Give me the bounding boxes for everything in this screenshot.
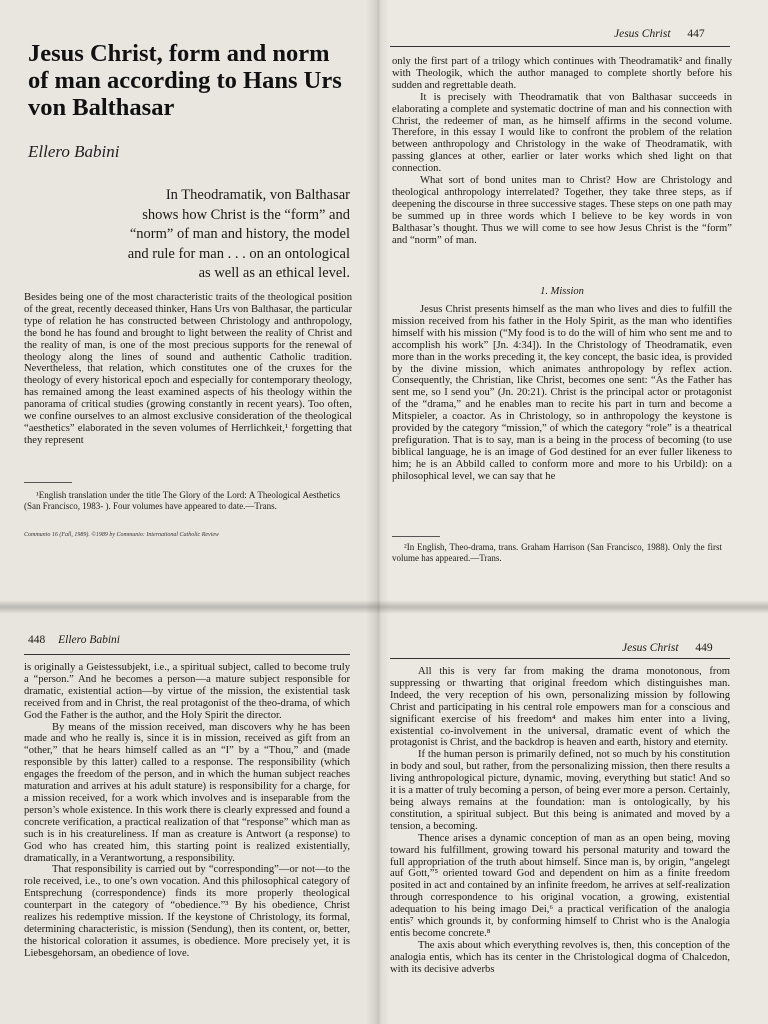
paragraph: is originally a Geistessubjekt, i.e., a spiritual subject, called to become truly a “person.” And he becomes a person—a mature subject responsible for dramatic, existential action—by virtue of the mission, the existential task received from and in Christ, the real protagonist of the theo-drama, of which God the Father is the author, and the Holy Spirit the director. bbox=[24, 662, 350, 721]
article-title: Jesus Christ, form and norm of man according to Hans Urs von Balthasar bbox=[28, 40, 342, 121]
body-text bbox=[390, 666, 730, 976]
header-rule bbox=[390, 46, 730, 47]
page-448 bbox=[0, 606, 378, 1024]
page-449 bbox=[378, 606, 768, 1024]
page-446 bbox=[0, 0, 378, 606]
paragraph: That responsibility is carried out by “corresponding”—or not—to the role received, i.e., to one’s own vocation. And this philosophical category of Entsprechung (correspondence) finds its more properly theological counterpart in the category of “obedience.”³ By his obedience, Christ realizes his redemptive mission. If the keystone of Christology, its formal, determining characteristic, is mission (Sendung), then its content, or, better, the historical coloration it assumes, is obedience. More precisely yet, it is Liebesgehorsam, an obedience of love. bbox=[24, 864, 350, 959]
running-head-title: Jesus Christ bbox=[622, 642, 679, 654]
body-text bbox=[392, 304, 732, 483]
body-text bbox=[24, 662, 350, 960]
epigraph bbox=[88, 186, 350, 284]
paragraph: All this is very far from making the drama monotonous, from suppressing or thwarting that original freedom which distinguishes man. Indeed, the very reception of his own, personalizing mission by following Christ and participating in his central role empowers man for a conscious and significant exercise of his freedom⁴ and makes him enter into a living, existential co-involvement in the universal, dramatic event of which the protagonist is Christ, and the backdrop is heaven and earth, history and eternity. bbox=[390, 666, 730, 749]
paragraph: The axis about which everything revolves is, then, this conception of the analogia entis, which has its center in the Christological dogma of Chalcedon, with its decisive adverbs bbox=[390, 939, 730, 975]
epigraph-line: shows how Christ is the “form” and bbox=[142, 206, 350, 223]
footnote-1: ¹English translation under the title The Glory of the Lord: A Theological Aesthetics (San Francisco, 1983- ). Four volumes have appeared to date.—Trans. bbox=[24, 490, 340, 511]
running-head bbox=[614, 28, 705, 40]
footnote bbox=[24, 490, 340, 512]
paragraph: What sort of bond unites man to Christ? How are Christology and theological anthropology interrelated? Together, they take three steps, as if deepening the discourse in three successive stages. These steps on one path may be summed up in three words which I believe to be key words in von Balthasar’s thought. Thus we will come to see how Jesus Christ is the “form” and “norm” of man. bbox=[392, 175, 732, 246]
spread-divider bbox=[0, 600, 768, 614]
footnote bbox=[392, 542, 722, 564]
paragraph: By means of the mission received, man discovers why he has been made and who he really is, since it is in mission, received as gift from an “other,” that he hears himself called as an “I” by a “Thou,” and (made responsible by this latter) called to a response. The responsibility (which engages the freedom of the person, and in which the human subject reaches maturation and arrives at his adult stature) is responsibility for a charge, for a mission received, for a work which involves and is inseparable from the person’s whole existence. In this work there is clearly expressed and found a concrete verification, a practical realization of that “response” which man as such is in his creatureliness. If man as creature is Antwort (a response) to God who has created him, this starting point is realized existentially, dramatically, in a Verantwortung, a responsibility. bbox=[24, 721, 350, 864]
epigraph-line: “norm” of man and history, the model bbox=[129, 226, 350, 242]
running-head-title: Ellero Babini bbox=[58, 634, 120, 646]
page-447 bbox=[378, 0, 768, 606]
running-head bbox=[622, 642, 713, 654]
book-gutter bbox=[366, 0, 390, 1024]
page-number: 447 bbox=[687, 28, 705, 40]
header-rule bbox=[390, 658, 730, 659]
body-text bbox=[392, 56, 732, 247]
running-head-title: Jesus Christ bbox=[614, 28, 671, 40]
footnote-rule bbox=[24, 482, 72, 483]
paragraph: Thence arises a dynamic conception of man as an open being, moving toward his fulfillment, growing toward his personal maturity and toward the full appropriation of the truth about himself. Since man is, by origin, “angelegt auf Gott,”⁵ oriented toward God and dependent on him as a finite freedom posited in act and contained by an infinite freedom, he arrives at self-realization through correspondence to his original vocation, a growing, existential adequation to his being imago Dei,⁶ a practical verification of the analogia entis⁷ which grounds it, by conforming himself to Christ who is the Analogia entis become concrete.⁸ bbox=[390, 832, 730, 939]
paragraph: only the first part of a trilogy which continues with Theodramatik² and finally with Theologik, which the author managed to complete shortly before his sudden and regrettable death. bbox=[392, 56, 732, 91]
footnote-rule bbox=[392, 536, 440, 537]
paragraph: Besides being one of the most characteristic traits of the theological position of the great, recently deceased thinker, Hans Urs von Balthasar, the particular type of relation he has constructed between Christology and anthropology, the bond he has found and brought to light between the reality of Christ and the reality of man, is one of the most precious supports for the renewal of theology along the lines of sound and authentic Catholic tradition. Nevertheless, that relation, which constitutes one of the cruxes for the theology of every historical epoch and especially for contemporary theology, has remained among the least examined aspects of his theology within the panorama of critical studies (growing constantly in recent years). Too often, we confine ourselves to an almost exclusive consideration of the theological “aesthetics” elaborated in the seven volumes of Herrlichkeit,¹ forgetting that they represent bbox=[24, 292, 353, 446]
epigraph-line: In Theodramatik, von Balthasar bbox=[165, 187, 350, 203]
page-number: 449 bbox=[695, 642, 713, 654]
page-number: 448 bbox=[28, 634, 46, 646]
body-text bbox=[24, 292, 352, 447]
section-heading: 1. Mission bbox=[540, 286, 584, 297]
running-head bbox=[28, 634, 120, 646]
epigraph-line: as well as an ethical level. bbox=[198, 265, 350, 281]
journal-credit: Communio 16 (Fall, 1989). ©1989 by Communio: International Catholic Review bbox=[24, 532, 220, 538]
paragraph: It is precisely with Theodramatik that von Balthasar succeeds in elaborating a complete and systematic doctrine of man and his connection with Christ, the redeemer of man, as he himself affirms in the second volume. Therefore, in this essay I would like to confront the problem of the relation between anthropology and Christology in the wake of Theodramatik, with passing glances at other, earlier or later works which shed light on that connection. bbox=[392, 91, 732, 175]
header-rule bbox=[24, 654, 350, 655]
footnote-2: ²In English, Theo-drama, trans. Graham Harrison (San Francisco, 1988). Only the first volume has appeared.—Trans. bbox=[392, 542, 722, 563]
article-author: Ellero Babini bbox=[28, 142, 120, 161]
paragraph: Jesus Christ presents himself as the man who lives and dies to fulfill the mission received from his father in the Holy Spirit, as the man who identifies himself with his mission (“My food is to do the will of him who sent me and to accomplish his work” [Jn. 4:34]). In the Christology of Theodramatik, even more than in the works preceding it, the key concept, the basic idea, is provided by the divine mission, which animates anthropology by reflex action. Consequently, the Christian, like Christ, becomes one sent: “As the Father has sent me, so I send you” (Jn. 20:21). Christ is the principal actor or protagonist of the “drama,” and he enables man to recite his part in turn and become a Mitspieler, a coactor. As in Christology, so in anthropology the keystone is provided by the category “mission,” of which the category “role” is a theatrical prefiguration. That is to say, man is a being in the process of becoming (to use biblical language, he is an image of God destined for an ever fuller likeness to him; he is an Abbild called to conform more and more to his Urbild): on a philosophical level, we can say that he bbox=[392, 304, 732, 482]
epigraph-line: and rule for man . . . on an ontological bbox=[127, 245, 350, 262]
paragraph: If the human person is primarily defined, not so much by his constitution in body and soul, but rather, from the personalizing mission, then there results a living anthropological picture, dynamic, moving, everything but static! And so it is a matter of truly becoming a person, of being ever more a person. Certainly, being always remains at the foundation: man is ontologically, by his constitution, a spiritual subject. But this being is animated and moved by a tension, a becoming. bbox=[390, 749, 730, 832]
